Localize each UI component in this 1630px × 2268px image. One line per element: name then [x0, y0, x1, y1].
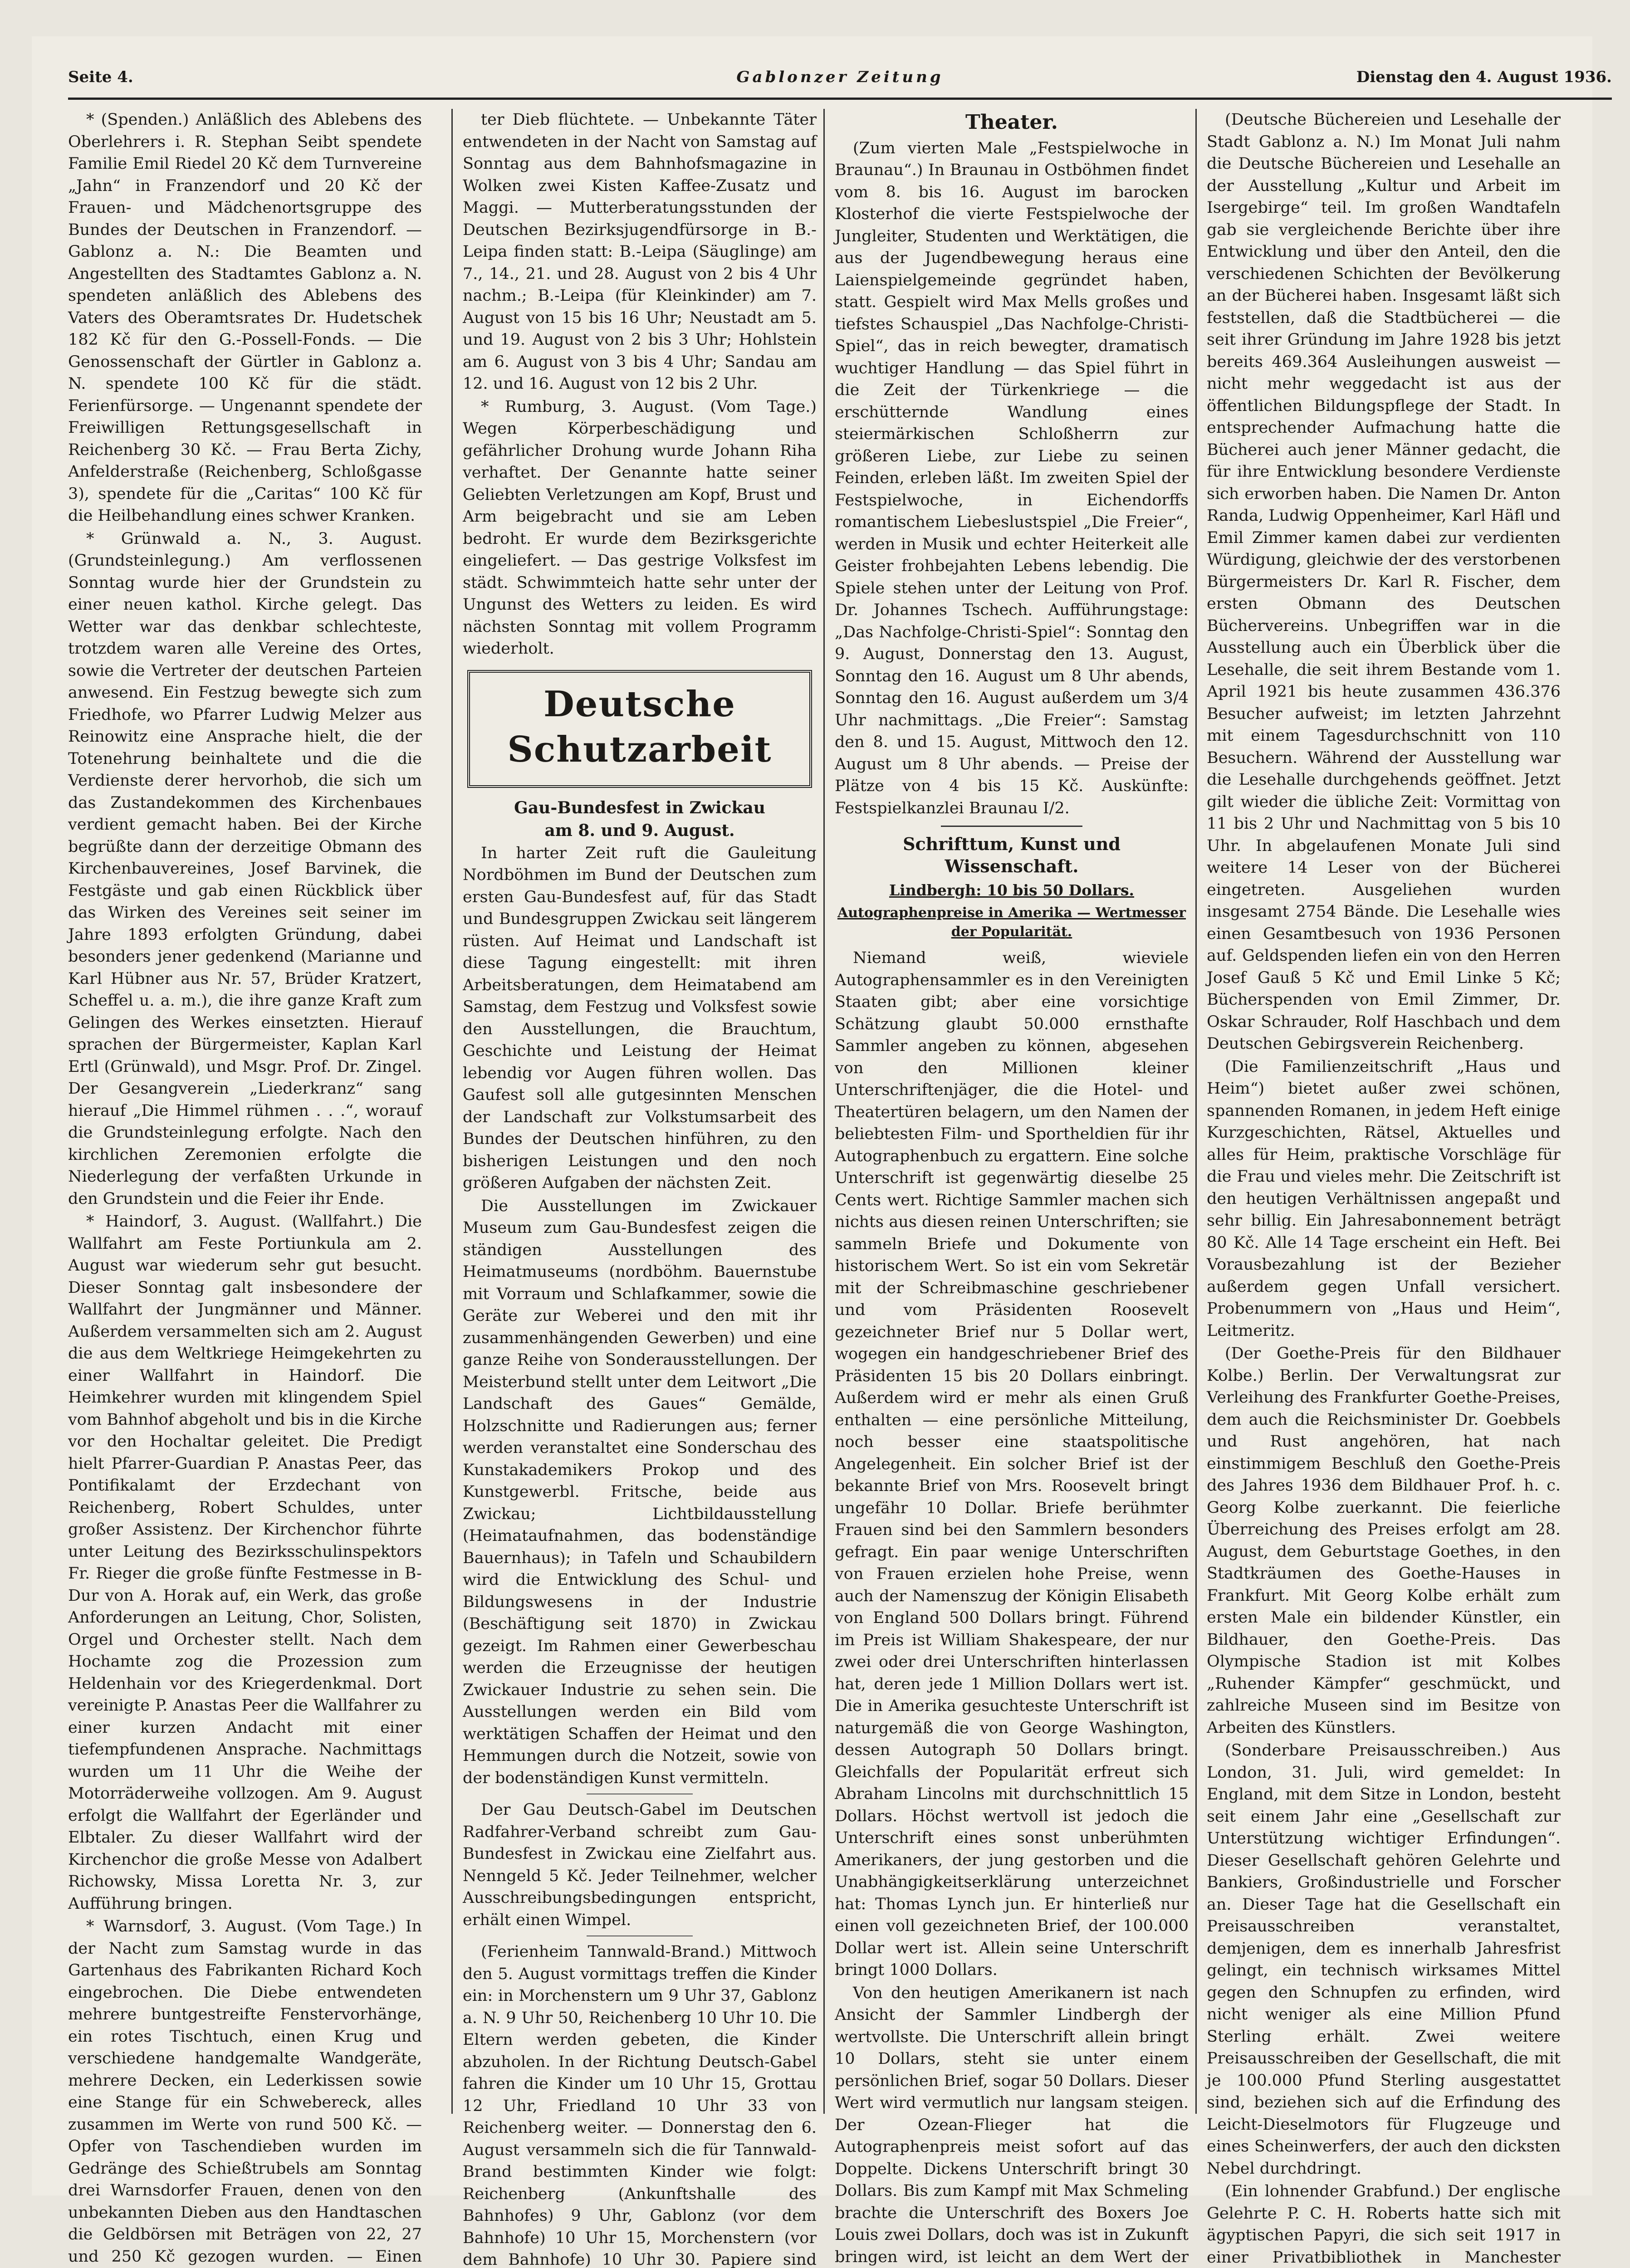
section-heading-box: Deutsche Schutzarbeit [467, 670, 812, 788]
article-grabfund: (Ein lohnender Grabfund.) Der englische Gelehrte P. C. H. Roberts hatte sich mit ägyptischen Papyri, die sich seit 1917 in einer Privatbibliothek in Manchester [1207, 2180, 1561, 2268]
article-subheading: am 8. und 9. August. [463, 821, 817, 841]
page-header [68, 68, 1612, 100]
article-braunau: (Zum vierten Male „Festspielwoche in Braunau“.) In Braunau in Ostböhmen findet vom 8. bis 16. August im barocken Klosterhof die vierte Festspielwoche der Jungleiter, Studenten und Werktätigen, die aus der Jugendbewegung heraus eine Laienspielgemeinde gegründet haben, statt. Gespielt wird Max Mells großes und tiefstes Schauspiel „Das Nachfolge-Christi-Spiel“, das in reich bewegter, dramatisch wuchtiger Handlung — das Spiel führt in die Zeit der Türkenkriege — die erschütternde Wandlung eines steiermärkischen Schloßherrn zur größeren Liebe, zur Liebe zu seinen Feinden, erleben läßt. Im zweiten Spiel der Festspielwoche, in Eichendorffs romantischem Liebeslustspiel „Die Freier“, werden in Musik und echter Heiterkeit alle Geister frohbejahten Lebens lebendig. Die Spiele stehen unter der Leitung von Prof. Dr. Johannes Tschech. Aufführungstage: „Das Nachfolge-Christi-Spiel“: Sonntag den 9. August, Donnerstag den 13. August, Sonntag den 16. August um 8 Uhr abends, Sonntag den 16. August außerdem um 3/4 Uhr nachmittags. „Die Freier“: Samstag den 8. und 15. August, Mittwoch den 12. August um 8 Uhr abends. — Preise der Plätze von 4 bis 15 Kč. Auskünfte: Festspielkanzlei Braunau I/2. [835, 137, 1189, 820]
header-rule [68, 98, 1612, 100]
article-haus-und-heim: (Die Familienzeitschrift „Haus und Heim“) bietet außer zwei schönen, spannenden Romanen, in jedem Heft einige Kurzgeschichten, Rätsel, Aktuelles und alles für Heim, praktische Vorschläge für die Frau und vieles mehr. Die Zeitschrift ist den heutigen Verhältnissen angepaßt und sehr billig. Ein Jahresabonnement beträgt 80 Kč. Alle 14 Tage erscheint ein Heft. Bei Vorausbezahlung ist der Bezieher außerdem gegen Unfall versichert. Probenummern von „Haus und Heim“, Leitmeritz. [1207, 1056, 1561, 1342]
article-goethe-preis: (Der Goethe-Preis für den Bildhauer Kolbe.) Berlin. Der Verwaltungsrat zur Verleihung des Frankfurter Goethe-Preises, dem auch die Reichsminister Dr. Goebbels und Rust angehören, hat nach einstimmigem Beschluß den Goethe-Preis des Jahres 1936 dem Bildhauer Prof. h. c. Georg Kolbe zuerkannt. Die feierliche Überreichung des Preises erfolgt am 28. August, dem Geburtstage Goethes, in den Stadtkräumen des Goethe-Hauses in Frankfurt. Mit Georg Kolbe erhält zum ersten Male ein bildender Künstler, ein Bildhauer, den Goethe-Preis. Das Olympische Stadion ist mit Kolbes „Ruhender Kämpfer“ geschmückt, und zahlreiche Museen sind im Besitze von Arbeiten des Künstlers. [1207, 1343, 1561, 1739]
article-heading: Gau-Bundesfest in Zwickau [463, 798, 817, 818]
article-warnsdorf: * Warnsdorf, 3. August. (Vom Tage.) In der Nacht zum Samstag wurde in das Gartenhaus des Fabrikanten Richard Koch eingebrochen. Die Diebe entwendeten mehrere buntgestreifte Fenstervorhänge, ein rotes Tischtuch, einen Krug und verschiedene handgemalte Wandgeräte, mehrere Decken, ein Lederkissen sowie eine Stange für ein Schwebereck, alles zusammen im Werte von rund 500 Kč. — Opfer von Taschendieben wurden im Gedränge des Schießtrubels am Sonntag drei Warnsdorfer Frauen, denen von den unbekannten Dieben aus den Handtaschen die Geldbörsen mit Beträgen von 22, 27 und 250 Kč gezogen wurden. — Einen [68, 1916, 422, 2268]
article-autographen-1: Niemand weiß, wieviele Autographensammler es in den Vereinigten Staaten gibt; aber eine vorsichtige Schätzung glaubt 50.000 ernsthafte Sammler angeben zu können, abgesehen von den Millionen kleiner Unterschriftenjäger, die die Hotel- und Theatertüren belagern, um den Namen der beliebtesten Film- und Sportheldien für ihr Autographenbuch zu ergattern. Eine solche Unterschrift ist gegenwärtig dieselbe 25 Cents wert. Richtige Sammler machen sich nichts aus diesen reinen Unterschriften; sie sammeln Briefe und Dokumente von historischem Wert. So ist ein vom Sekretär mit der Schreibmaschine geschriebener und vom Präsidenten Roosevelt gezeichneter Brief nur 5 Dollar wert, wogegen ein handgeschriebener Brief des Präsidenten 15 bis 20 Dollars einbringt. Außerdem wird er mehr als einen Gruß enthalten — eine persönliche Mitteilung, noch besser eine staatspolitische Angelegenheit. Ein solcher Brief ist der bekannte Brief von Mrs. Roosevelt bringt ungefähr 10 Dollar. Briefe berühmter Frauen sind bei den Sammlern besonders gefragt. Ein paar wenige Unterschriften von Frauen erzielen hohe Preise, wenn auch der Namenszug der Königin Elisabeth von England 500 Dollars bringt. Führend im Preis ist William Shakespeare, der nur zwei oder drei Unterschriften hinterlassen hat, deren jede 1 Million Dollars wert ist. Die in Amerika gesuchteste Unterschrift ist naturgemäß die von George Washington, dessen Autograph 50 Dollars bringt. Gleichfalls der Popularität erfreut sich Abraham Lincolns mit durchschnittlich 15 Dollars. Höchst wertvoll ist jedoch die Unterschrift eines sonst unberühmten Amerikaners, der jung gestorben und die Unabhängigkeitserklärung unterzeichnet hat: Thomas Lynch jun. Er hinterließ nur einen voll gezeichneten Brief, der 100.000 Dollar wert ist. Allein seine Unterschrift bringt 1000 Dollars. [835, 947, 1189, 1981]
column-4 [1207, 109, 1561, 2123]
article-gaufest: In harter Zeit ruft die Gauleitung Nordböhmen im Bund der Deutschen zum ersten Gau-Bundesfest auf, für das Stadt und Bundesgruppen Zwickau seit längerem rüsten. Auf Heimat und Landschaft ist diese Tagung eingestellt: mit ihren Arbeitsberatungen, dem Heimatabend am Samstag, dem Festzug und Volksfest sowie den Ausstellungen, die Brauchtum, Geschichte und Leistung der Heimat lebendig vor Augen führen wollen. Das Gaufest soll alle gutgesinnten Menschen der Landschaft zur Volkstumsarbeit des Bundes der Deutschen hinführen, zu den bisherigen Leistungen und den noch größeren Aufgaben der nächsten Zeit. [463, 842, 817, 1194]
article-spenden: * (Spenden.) Anläßlich des Ablebens des Oberlehrers i. R. Stephan Seibt spendete Familie Emil Riedel 20 Kč dem Turnvereine „Jahn“ in Franzendorf und 20 Kč der Frauen- und Mädchenortsgruppe des Bundes der Deutschen in Franzendorf. — Gablonz a. N.: Die Beamten und Angestellten des Stadtamtes Gablonz a. N. spendeten anläßlich des Ablebens des Vaters des Oberamtsrates Dr. Hudetschek 182 Kč für den G.-Possell-Fonds. — Die Genossenschaft der Gürtler in Gablonz a. N. spendete 100 Kč für die städt. Ferienfürsorge. — Ungenannt spendete der Freiwilligen Rettungsgesellschaft in Reichenberg 30 Kč. — Frau Berta Zichy, Anfelderstraße (Reichenberg, Schloßgasse 3), spendete für die „Caritas“ 100 Kč für die Heilbehandlung eines schwer Kranken. [68, 109, 422, 527]
article-autographen-2: Von den heutigen Amerikanern ist nach Ansicht der Sammler Lindbergh der wertvollste. Die Unterschrift allein bringt 10 Dollars, steht sie unter einem persönlichen Brief, sogar 50 Dollars. Dieser Wert wird vermutlich nur langsam steigen. Der Ozean-Flieger hat die Autographenpreis meist sofort auf das Doppelte. Dickens Unterschrift bringt 30 Dollars. Bis zum Kampf mit Max Schmeling brachte die Unterschrift des Boxers Joe Louis zwei Dollars, doch was ist in Zukunft bringen wird, ist leicht an dem Wert der [835, 1982, 1189, 2268]
column-divider [823, 109, 825, 2114]
section-heading-schrifttum: Schrifttum, Kunst und Wissenschaft. [835, 833, 1189, 877]
column-1 [68, 109, 422, 2123]
section-heading-theater: Theater. [835, 112, 1189, 134]
article-rumburg: * Rumburg, 3. August. (Vom Tage.) Wegen Körperbeschädigung und gefährlicher Drohung wurde Johann Riha verhaftet. Der Genannte hatte seiner Geliebten Verletzungen am Kopf, Brust und Arm beigebracht und sie am Leben bedroht. Er wurde dem Bezirksgerichte eingeliefert. — Das gestrige Volksfest im städt. Schwimmteich hatte sehr unter der Ungunst des Wetters zu leiden. Es wird nächsten Sonntag mit vollem Programm wiederholt. [463, 396, 817, 660]
masthead-title: Gablonzer Zeitung [736, 68, 943, 86]
article-preisausschreiben: (Sonderbare Preisausschreiben.) Aus London, 31. Juli, wird gemeldet: In England, mit dem Sitze in London, besteht seit einem Jahr eine „Gesellschaft zur Unterstützung wichtiger Erfindungen“. Dieser Gesellschaft gehören Gelehrte und Bankiers, Großindustrielle und Forscher an. Dieser Tage hat die Gesellschaft ein Preisausschreiben veranstaltet, demjenigen, dem es innerhalb Jahresfrist gelingt, ein technisch wirksames Mittel gegen den Schnupfen zu erfinden, wird nicht weniger als eine Million Pfund Sterling erhält. Zwei weitere Preisausschreiben der Gesellschaft, die mit je 100.000 Pfund Sterling ausgestattet sind, beziehen sich auf die Erfindung des Leicht-Dieselmotors für Flugzeuge und eines Scheinwerfers, der auch den dicksten Nebel durchdringt. [1207, 1740, 1561, 2180]
article-subheading: Autographenpreise in Amerika — Wertmesser der Popularität. [835, 904, 1189, 942]
article-b-leipa-cont: ter Dieb flüchtete. — Unbekannte Täter entwendeten in der Nacht von Samstag auf Sonntag aus dem Bahnhofsmagazine in Wolken zwei Kisten Kaffee-Zusatz und Maggi. — Mutterberatungsstunden der Deutschen Bezirksjugendfürsorge in B.-Leipa finden statt: B.-Leipa (Säuglinge) am 7., 14., 21. und 28. August von 2 bis 4 Uhr nachm.; B.-Leipa (für Kleinkinder) am 7. August von 15 bis 16 Uhr; Neustadt am 5. und 19. August von 2 bis 3 Uhr; Hohlstein am 6. August von 3 bis 4 Uhr; Sandau am 12. und 16. August von 12 bis 2 Uhr. [463, 109, 817, 395]
article-buecherei: (Deutsche Büchereien und Lesehalle der Stadt Gablonz a. N.) Im Monat Juli nahm die Deutsche Büchereien und Lesehalle an der Ausstellung „Kultur und Arbeit im Isergebirge“ teil. Im großen Wandtafeln gab sie vergleichende Berichte über ihre Entwicklung und über den Anteil, den die verschiedenen Schichten der Bevölkerung an der Bücherei haben. Insgesamt läßt sich feststellen, daß die Stadtbücherei — die seit ihrer Gründung im Jahre 1928 bis jetzt bereits 469.364 Ausleihungen ausweist — nicht mehr weggedacht ist aus der öffentlichen Bildungspflege der Stadt. In entsprechender Aufmachung hatte die Bücherei auch jener Männer gedacht, die für ihre Entwicklung besondere Verdienste sich erworben haben. Die Namen Dr. Anton Randa, Ludwig Oppenheimer, Karl Häfl und Emil Zimmer kamen dabei zur verdienten Würdigung, gleichwie der des verstorbenen Bürgermeisters Dr. Karl R. Fischer, dem ersten Obmann des Deutschen Büchervereins. Unbegriffen war in die Ausstellung auch ein Überblick über die Lesehalle, die seit ihrem Bestande vom 1. April 1921 bis heute zusammen 436.376 Besucher aufweist; im letzten Jahrzehnt mit einem Tagesdurchschnitt von 110 Besuchern. Während der Ausstellung war die Lesehalle durchgehends geöffnet. Jetzt gilt wieder die übliche Zeit: Vormittag von 11 bis 2 Uhr und Nachmittag von 5 bis 10 Uhr. In abgelaufenen Monate Juli sind weitere 14 Leser von der Bücherei eingetreten. Ausgeliehen wurden insgesamt 2754 Bände. Die Lesehalle wies einen Gesamtbesuch von 1936 Personen auf. Geldspenden liefen ein von den Herren Josef Gauß 5 Kč und Emil Linke 5 Kč; Bücherspenden von Emil Zimmer, Dr. Oskar Schrauder, Rolf Haschbach und dem Deutschen Gebirgsverein Reichenberg. [1207, 109, 1561, 1055]
column-divider [451, 109, 453, 2114]
article-heading: Lindbergh: 10 bis 50 Dollars. [835, 881, 1189, 900]
article-haindorf: * Haindorf, 3. August. (Wallfahrt.) Die Wallfahrt am Feste Portiunkula am 2. August war wiederum sehr gut besucht. Dieser Sonntag galt insbesondere der Wallfahrt der Jungmänner und Männer. Außerdem versammelten sich am 2. August die aus dem Weltkriege Heimgekehrten zu einer Wallfahrt in Haindorf. Die Heimkehrer wurden mit klingendem Spiel vom Bahnhof abgeholt und bis in die Kirche vor den Hochaltar geleitet. Die Predigt hielt Pfarrer-Guardian P. Anastas Peer, das Pontifikalamt der Erzdechant von Reichenberg, Robert Schuldes, unter großer Assistenz. Der Kirchenchor führte unter Leitung des Bezirksschulinspektors Fr. Rieger die große fünfte Festmesse in B-Dur von A. Horak auf, ein Werk, das große Anforderungen an Leitung, Chor, Solisten, Orgel und Orchester stellt. Nach dem Hochamte zog die Prozession zum Heldenhain vor des Kriegerdenkmal. Dort vereinigte P. Anastas Peer die Wallfahrer zu einer kurzen Andacht mit einer tiefempfundenen Ansprache. Nachmittags wurden um 11 Uhr die Weihe der Motorräderweihe vollzogen. Am 9. August erfolgt die Wallfahrt der Egerländer und Elbtaler. Zu dieser Wallfahrt wird der Kirchenchor die große Messe von Adalbert Richowsky, Missa Loretta Nr. 3, zur Aufführung bringen. [68, 1211, 422, 1915]
column-2 [463, 109, 817, 2123]
column-3 [835, 109, 1189, 2123]
page-number: Seite 4. [68, 68, 133, 86]
article-radfahrer: Der Gau Deutsch-Gabel im Deutschen Radfahrer-Verband schreibt zum Gau-Bundesfest in Zwickau eine Zielfahrt aus. Nenngeld 5 Kč. Jeder Teilnehmer, welcher Ausschreibungsbedingungen entspricht, erhält einen Wimpel. [463, 1799, 817, 1931]
article-gruenwald: * Grünwald a. N., 3. August. (Grundsteinlegung.) Am verflossenen Sonntag wurde hier der Grundstein zu einer neuen kathol. Kirche gelegt. Das Wetter war das denkbar schlechteste, trotzdem waren alle Vereine des Ortes, sowie die Vertreter der deutschen Parteien anwesend. Ein Festzug bewegte sich zum Friedhofe, wo Pfarrer Ludwig Melzer aus Reinowitz eine Ansprache hielt, die der Totenehrung beinhaltete und die die Verdienste derer hervorhob, die sich um das Zustandekommen des Kirchenbaues verdient gemacht haben. Bei der Kirche begrüßte dann der derzeitige Obmann des Kirchenbauvereines, Josef Barvinek, die Festgäste und gab einen Rückblick über das Wirken des Vereines seit seiner im Jahre 1893 erfolgten Gründung, dabei besonders jener gedenkend (Marianne und Karl Hübner aus Nr. 57, Brüder Kratzert, Scheffel u. a. m.), die ihre ganze Kraft zum Gelingen des Werkes einsetzten. Hierauf sprachen der Bürgermeister, Kaplan Karl Ertl (Grünwald), und Msgr. Prof. Dr. Zingel. Der Gesangverein „Liederkranz“ sang hierauf „Die Himmel rühmen . . .“, worauf die Grundsteinlegung erfolgte. Nach den kirchlichen Zeremonien erfolgte die Niederlegung der verfaßten Urkunde in den Grundstein und die Feier ihr Ende. [68, 528, 422, 1210]
divider [941, 826, 1082, 827]
issue-date: Dienstag den 4. August 1936. [1356, 68, 1612, 86]
column-divider [1195, 109, 1197, 2114]
article-ferienheim: (Ferienheim Tannwald-Brand.) Mittwoch den 5. August vormittags treffen die Kinder ein: in Morchenstern um 9 Uhr 37, Gablonz a. N. 9 Uhr 50, Reichenberg 10 Uhr 10. Die Eltern werden gebeten, die Kinder abzuholen. In der Richtung Deutsch-Gabel fahren die Kinder um 10 Uhr 15, Grottau 12 Uhr, Friedland 10 Uhr 33 von Reichenberg weiter. — Donnerstag den 6. August versammeln sich die für Tannwald-Brand bestimmten Kinder wie folgt: Reichenberg (Ankunftshalle des Bahnhofes) 9 Uhr, Gablonz (vor dem Bahnhofe) 10 Uhr 15, Morchenstern (vor dem Bahnhofe) 10 Uhr 30. Papiere sind [463, 1941, 817, 2268]
article-ausstellungen: Die Ausstellungen im Zwickauer Museum zum Gau-Bundesfest zeigen die ständigen Ausstellungen des Heimatmuseums (nordböhm. Bauernstube mit Vorraum und Schlafkammer, sowie die Geräte zur Weberei und den mit ihr zusammenhängenden Gewerben) und eine ganze Reihe von Sonderausstellungen. Der Meisterbund stellt unter dem Leitwort „Die Landschaft des Gaues“ Gemälde, Holzschnitte und Radierungen aus; ferner werden veranstaltet eine Sonderschau des Kunstakademikers Prokop und des Kunstgewerbl. Fritsche, beide aus Zwickau; Lichtbildausstellung (Heimataufnahmen, das bodenständige Bauernhaus); in Tafeln und Schaubildern wird die Entwicklung des Schul- und Bildungswesens in der Industrie (Beschäftigung seit 1870) in Zwickau gezeigt. Im Rahmen einer Gewerbeschau werden die Erzeugnisse der heutigen Zwickauer Industrie zu sehen sein. Die Ausstellungen werden ein Bild vom werktätigen Schaffen der Heimat und den Hemmungen durch die Notzeit, sowie von der bodenständigen Kunst vermitteln. [463, 1195, 817, 1789]
